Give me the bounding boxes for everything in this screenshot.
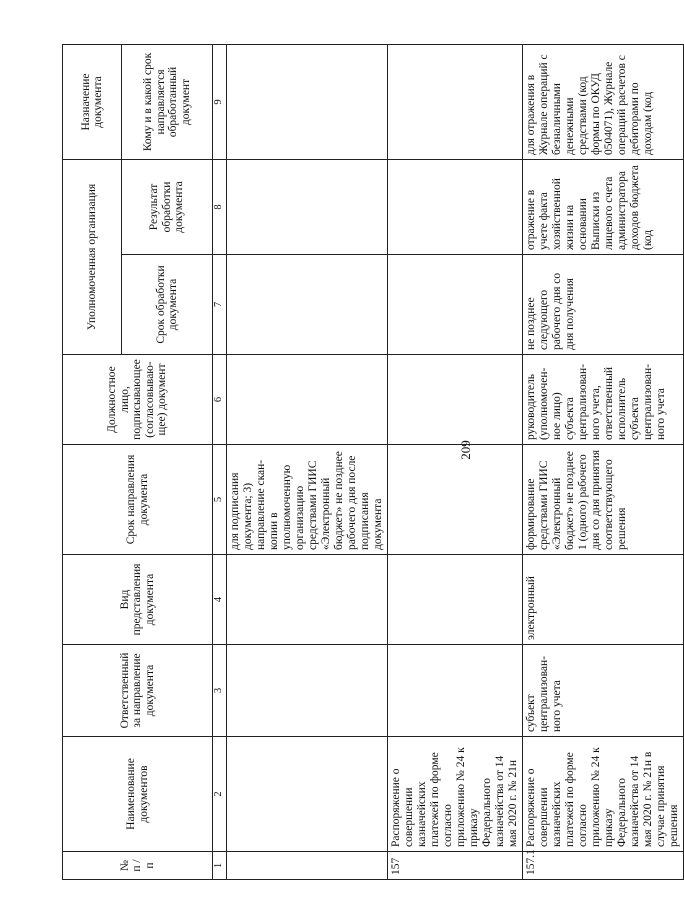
cell-purpose [388,44,523,159]
rotated-table-page [62,45,680,880]
header-term: Срок направления документа [63,445,213,555]
cell-official: руководитель (уполномочен-ное лицо) субъекта централизован-ного учета, ответственный исполнитель субъекта централизован-ного учета [523,355,684,445]
header-purpose-group: Назначение документа [63,44,122,159]
cell-type [388,555,523,645]
cell-official [227,355,388,445]
header-name: Наименование документов [63,737,213,852]
cell-purpose: для отражения в Журнале операций с безналичными денежными средствами (код формы по ОКУД 0504071), Журнале операций расчетов с дебиторами по доходам (код [523,44,684,159]
cell-type: электронный [523,555,684,645]
cell-org-term: не позднее следующего рабочего дня со дня получения [523,255,684,355]
header-org-result: Результат обработки документа [122,159,213,254]
cell-org-term [388,255,523,355]
cell-term: для подписания документа; 3) направление скан-копии в уполномоченную организацию средствами ГИИС «Электронный бюджет» не позднее рабочего дня после подписания документа [227,445,388,555]
cell-responsible: субъект централизован-ного учета [523,645,684,737]
cell-org-term [227,255,388,355]
header-type: Вид представления документа [63,555,213,645]
cell-responsible [227,645,388,737]
cell-type [227,555,388,645]
header-purpose: Кому и в какой срок направляется обработанный документ [122,44,213,159]
cell-num: 157 [388,852,523,880]
header-official: Должностное лицо, подписывающее (согласовываю-щее) документ [63,355,213,445]
cell-name [227,737,388,852]
cell-num: 157.1 [523,852,684,880]
cell-official [388,355,523,445]
cell-name: Распоряжение о совершении казначейских платежей по форме согласно приложению № 24 к приказу Федерального казначейства от 14 мая 2020 г. № 21н в случае принятия решения [523,737,684,852]
cell-term: формирование средствами ГИИС «Электронный бюджет» не позднее 1 (одного) рабочего дня со дня принятия соответствующего решения [523,445,684,555]
header-responsible: Ответственный за направление документа [63,645,213,737]
page-number: 209 [458,440,473,460]
table-row [227,44,388,879]
cell-num [227,852,388,880]
document-registry-table [62,44,684,880]
col-number: 9 [213,44,227,159]
col-number: 5 [213,445,227,555]
col-number: 2 [213,737,227,852]
header-num: № п / п [63,852,213,880]
col-number: 7 [213,255,227,355]
table-row [523,44,684,879]
col-number: 8 [213,159,227,254]
column-number-row [213,44,227,879]
cell-purpose [227,44,388,159]
cell-org-result: отражение в учете факта хозяйственной жизни на основании Выписки из лицевого счета администратора доходов бюджета (код [523,159,684,254]
table-row [388,44,523,879]
header-org-group: Уполномоченная организация [63,159,122,354]
col-number: 1 [213,852,227,880]
col-number: 4 [213,555,227,645]
cell-org-result [388,159,523,254]
header-org-term: Срок обработки документа [122,255,213,355]
col-number: 6 [213,355,227,445]
col-number: 3 [213,645,227,737]
cell-term [388,445,523,555]
cell-name: Распоряжение о совершении казначейских платежей по форме согласно приложению № 24 к приказу Федерального казначейства от 14 мая 2020 г. № 21н [388,737,523,852]
cell-responsible [388,645,523,737]
cell-org-result [227,159,388,254]
